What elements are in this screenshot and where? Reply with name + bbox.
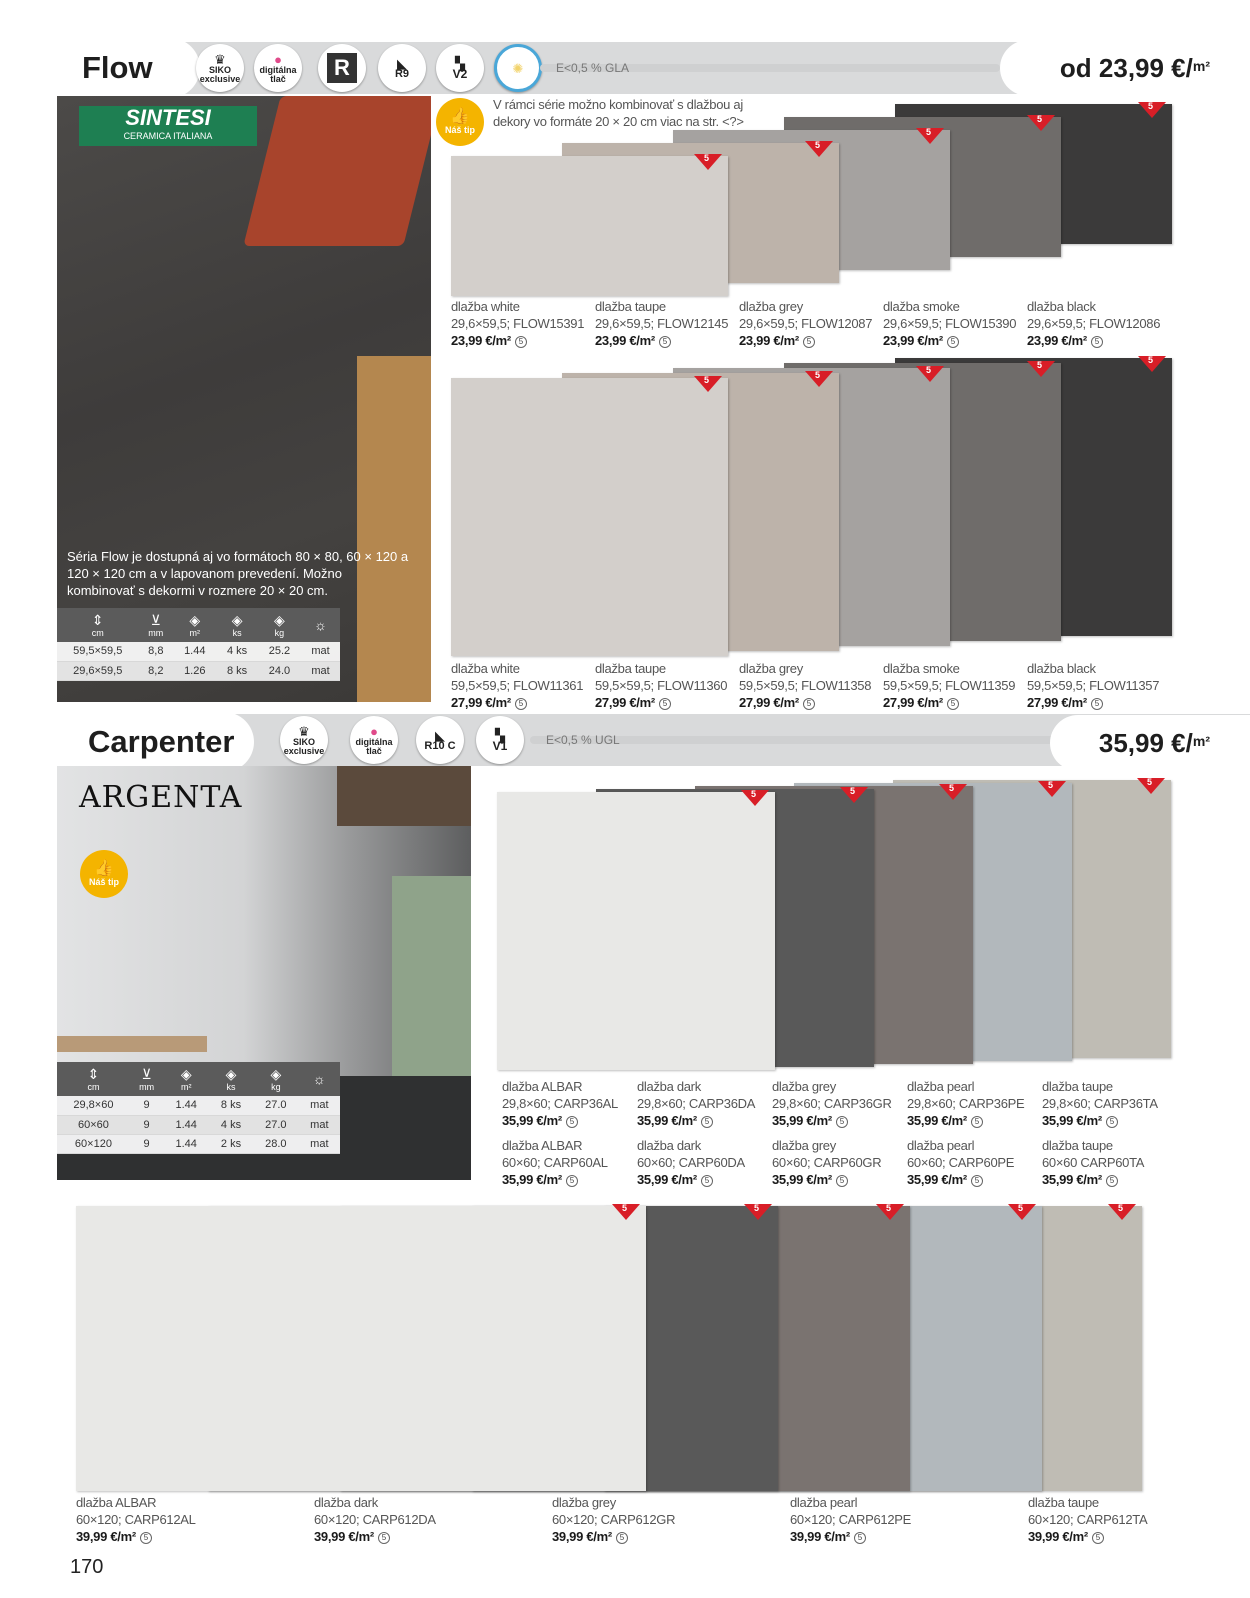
eco-fee-icon: 5 xyxy=(659,698,671,710)
eco-fee-icon: 5 xyxy=(803,336,815,348)
carpenter-emission-label: E<0,5 % UGL xyxy=(546,733,620,747)
table-cell: 59,5×59,5 xyxy=(57,642,138,661)
product-label xyxy=(883,298,1021,349)
price-value: 35,99 €/m² xyxy=(772,1172,832,1187)
discount-icon xyxy=(939,784,967,800)
product-price xyxy=(772,1112,901,1129)
table-row xyxy=(57,1134,340,1153)
bench-shape xyxy=(57,1036,207,1052)
light-icon: ☼ xyxy=(312,1071,326,1087)
discount-icon xyxy=(916,366,944,382)
flow-emission-label: E<0,5 % GLA xyxy=(556,61,630,75)
discount-icon xyxy=(612,1204,640,1220)
product-code: 29,8×60; CARP36AL xyxy=(502,1096,618,1111)
table-cell: mat xyxy=(301,642,340,661)
product-name: dlažba taupe xyxy=(1028,1495,1099,1510)
discount-icon xyxy=(1137,778,1165,794)
eco-fee-icon: 5 xyxy=(616,1532,628,1544)
pieces-header: ◈ ks xyxy=(216,608,257,642)
price-value: 35,99 €/m² xyxy=(637,1113,697,1128)
price-value: 23,99 €/m² xyxy=(883,333,943,348)
flow-price: od 23,99 €/ $^{m^2}$ xyxy=(1000,40,1250,96)
price-value: 23,99 €/m² xyxy=(1027,333,1087,348)
flow-spec-table xyxy=(57,608,340,681)
table-cell: mat xyxy=(299,1115,340,1134)
table-cell: 9 xyxy=(130,1115,163,1134)
table-cell: 9 xyxy=(130,1096,163,1115)
product-code: 29,6×59,5; FLOW12086 xyxy=(1027,316,1161,331)
argenta-logo: ARGENTA xyxy=(79,780,243,815)
product-price xyxy=(739,332,877,349)
digital-print-icon: ● digitálna tlač xyxy=(350,716,398,764)
box-icon: ◈ xyxy=(189,612,201,628)
product-name: dlažba taupe xyxy=(1042,1079,1113,1094)
product-price xyxy=(76,1528,308,1545)
discount-label: 5 xyxy=(1118,1203,1124,1213)
discount-icon xyxy=(805,371,833,387)
table-cell: 24.0 xyxy=(258,661,301,680)
product-code: 60×120; CARP612AL xyxy=(76,1512,196,1527)
box-icon: ◈ xyxy=(231,612,243,628)
eco-fee-icon: 5 xyxy=(515,698,527,710)
table-cell: 4 ks xyxy=(216,642,257,661)
product-name: dlažba black xyxy=(1027,661,1096,676)
product-price xyxy=(552,1528,784,1545)
product-name: dlažba pearl xyxy=(790,1495,858,1510)
discount-icon xyxy=(1027,361,1055,377)
product-code: 29,6×59,5; FLOW15391 xyxy=(451,316,585,331)
product-price xyxy=(451,332,589,349)
product-code: 60×60; CARP60DA xyxy=(637,1155,745,1170)
product-name: dlažba smoke xyxy=(883,299,960,314)
product-label xyxy=(907,1137,1036,1188)
product-code: 60×120; CARP612PE xyxy=(790,1512,912,1527)
thickness-header: ⊻ mm xyxy=(138,608,173,642)
thumbs-up-icon: 👍 xyxy=(94,860,114,877)
product-price xyxy=(502,1171,631,1188)
product-price xyxy=(314,1528,546,1545)
discount-icon xyxy=(1138,102,1166,118)
table-cell: 8 ks xyxy=(209,1096,253,1115)
eco-fee-icon: 5 xyxy=(1091,698,1103,710)
product-price xyxy=(790,1528,1022,1545)
eco-fee-icon: 5 xyxy=(659,336,671,348)
box-icon: ◈ xyxy=(274,612,285,628)
product-name: dlažba taupe xyxy=(1042,1138,1113,1153)
price-value: 27,99 €/m² xyxy=(739,695,799,710)
discount-icon xyxy=(694,154,722,170)
tile-swatch xyxy=(497,792,775,1070)
product-price xyxy=(907,1171,1036,1188)
discount-label: 5 xyxy=(1148,101,1154,111)
finish-header xyxy=(301,608,340,642)
price-value: 27,99 €/m² xyxy=(1027,695,1087,710)
product-label xyxy=(502,1137,631,1188)
product-price xyxy=(1042,1112,1171,1129)
product-price xyxy=(637,1171,766,1188)
discount-icon xyxy=(840,787,868,803)
carpenter-title: Carpenter xyxy=(0,712,254,772)
price-value: 39,99 €/m² xyxy=(314,1529,374,1544)
product-name: dlažba dark xyxy=(314,1495,378,1510)
product-code: 59,5×59,5; FLOW11358 xyxy=(739,678,872,693)
thickness-header: ⊻ mm xyxy=(130,1062,163,1096)
product-label xyxy=(314,1494,546,1545)
eco-fee-icon: 5 xyxy=(1091,336,1103,348)
eco-fee-icon: 5 xyxy=(566,1175,578,1187)
discount-icon xyxy=(744,1204,772,1220)
product-name: dlažba dark xyxy=(637,1138,701,1153)
carpenter-price: 35,99 €/ $^{m^2}$ xyxy=(1050,715,1250,771)
eco-fee-icon: 5 xyxy=(947,336,959,348)
product-code: 59,5×59,5; FLOW11357 xyxy=(1027,678,1160,693)
table-cell: 27.0 xyxy=(253,1115,299,1134)
discount-label: 5 xyxy=(926,365,932,375)
product-name: dlažba grey xyxy=(739,299,803,314)
eco-fee-icon: 5 xyxy=(836,1175,848,1187)
product-label xyxy=(772,1137,901,1188)
anti-slip-icon: ◣ R10 C xyxy=(416,716,464,764)
product-name: dlažba white xyxy=(451,661,520,676)
ceiling-beams xyxy=(337,766,471,826)
price-value: 35,99 €/m² xyxy=(1042,1172,1102,1187)
eco-fee-icon: 5 xyxy=(971,1116,983,1128)
product-name: dlažba ALBAR xyxy=(76,1495,157,1510)
thumbs-up-icon: 👍 xyxy=(450,108,470,125)
product-price xyxy=(1027,332,1165,349)
eco-fee-icon: 5 xyxy=(854,1532,866,1544)
product-name: dlažba grey xyxy=(552,1495,616,1510)
product-code: 29,6×59,5; FLOW12087 xyxy=(739,316,873,331)
product-label xyxy=(502,1078,631,1129)
discount-label: 5 xyxy=(704,375,710,385)
product-label xyxy=(552,1494,784,1545)
discount-icon xyxy=(916,128,944,144)
product-price xyxy=(451,694,589,711)
price-value: 35,99 €/m² xyxy=(907,1172,967,1187)
discount-label: 5 xyxy=(815,140,821,150)
product-code: 60×60; CARP60PE xyxy=(907,1155,1015,1170)
eco-fee-icon: 5 xyxy=(836,1116,848,1128)
product-label xyxy=(739,298,877,349)
pieces-header: ◈ ks xyxy=(209,1062,253,1096)
table-cell: 1.44 xyxy=(163,1134,209,1153)
product-code: 59,5×59,5; FLOW11360 xyxy=(595,678,728,693)
rectified-icon: R xyxy=(318,44,366,92)
product-name: dlažba ALBAR xyxy=(502,1079,583,1094)
product-price xyxy=(772,1171,901,1188)
flow-description: Séria Flow je dostupná aj vo formátoch 80 × 80, 60 × 120 a 120 × 120 cm a v lapovanom prevedení. Možno kombinovať s dekormi v rozmere 20 × 20 cm. xyxy=(67,549,409,598)
product-label xyxy=(883,660,1021,711)
table-cell: 27.0 xyxy=(253,1096,299,1115)
table-row xyxy=(57,661,340,680)
product-price xyxy=(907,1112,1036,1129)
product-price xyxy=(595,694,733,711)
product-name: dlažba ALBAR xyxy=(502,1138,583,1153)
product-label xyxy=(451,660,589,711)
product-code: 59,5×59,5; FLOW11361 xyxy=(451,678,584,693)
eco-fee-icon: 5 xyxy=(701,1175,713,1187)
product-label xyxy=(790,1494,1022,1545)
price-value: 39,99 €/m² xyxy=(552,1529,612,1544)
product-label xyxy=(637,1137,766,1188)
light-icon: ☼ xyxy=(314,617,327,633)
price-value: 39,99 €/m² xyxy=(76,1529,136,1544)
product-label xyxy=(595,660,733,711)
glazed-icon: ✺ xyxy=(494,44,542,92)
table-cell: mat xyxy=(301,661,340,680)
product-code: 60×60; CARP60GR xyxy=(772,1155,882,1170)
discount-label: 5 xyxy=(1147,777,1153,787)
table-cell: 8,8 xyxy=(138,642,173,661)
table-row xyxy=(57,1096,340,1115)
product-label xyxy=(451,298,589,349)
price-value: 35,99 €/m² xyxy=(1042,1113,1102,1128)
product-label xyxy=(637,1078,766,1129)
price-value: 35,99 €/m² xyxy=(772,1113,832,1128)
discount-icon xyxy=(741,790,769,806)
table-cell: 8 ks xyxy=(216,661,257,680)
table-cell: 8,2 xyxy=(138,661,173,680)
price-value: 27,99 €/m² xyxy=(595,695,655,710)
chair-shape xyxy=(243,96,431,246)
finish-header xyxy=(299,1062,340,1096)
product-code: 29,6×59,5; FLOW15390 xyxy=(883,316,1017,331)
product-price xyxy=(637,1112,766,1129)
discount-label: 5 xyxy=(926,127,932,137)
product-label xyxy=(772,1078,901,1129)
product-name: dlažba dark xyxy=(637,1079,701,1094)
price-value: 35,99 €/m² xyxy=(907,1113,967,1128)
discount-label: 5 xyxy=(949,783,955,793)
table-cell: mat xyxy=(299,1134,340,1153)
eco-fee-icon: 5 xyxy=(947,698,959,710)
weight-header: ◈ kg xyxy=(258,608,301,642)
tile-swatch xyxy=(451,156,728,296)
product-name: dlažba white xyxy=(451,299,520,314)
product-label xyxy=(1042,1078,1171,1129)
discount-label: 5 xyxy=(850,786,856,796)
discount-label: 5 xyxy=(1018,1203,1024,1213)
tile-swatch xyxy=(76,1206,646,1491)
size-icon: ⇕ xyxy=(87,1066,100,1082)
discount-icon xyxy=(876,1204,904,1220)
discount-label: 5 xyxy=(622,1203,628,1213)
table-cell: 25.2 xyxy=(258,642,301,661)
box-icon: ◈ xyxy=(270,1066,282,1082)
product-code: 60×120; CARP612GR xyxy=(552,1512,676,1527)
tile-swatch xyxy=(451,378,728,656)
price-value: 35,99 €/m² xyxy=(502,1113,562,1128)
product-code: 29,8×60; CARP36PE xyxy=(907,1096,1025,1111)
product-code: 29,8×60; CARP36TA xyxy=(1042,1096,1158,1111)
eco-fee-icon: 5 xyxy=(140,1532,152,1544)
product-code: 60×120; CARP612DA xyxy=(314,1512,436,1527)
eco-fee-icon: 5 xyxy=(1106,1175,1118,1187)
table-cell: 4 ks xyxy=(209,1115,253,1134)
table-cell: 1.26 xyxy=(173,661,216,680)
table-row xyxy=(57,1115,340,1134)
window-view xyxy=(392,876,471,1076)
eco-fee-icon: 5 xyxy=(378,1532,390,1544)
variation-icon: ▚ V2 xyxy=(436,44,484,92)
siko-exclusive-icon: ♛ SIKO exclusive xyxy=(280,716,328,764)
size-header: ⇕ cm xyxy=(57,1062,130,1096)
product-name: dlažba pearl xyxy=(907,1079,975,1094)
discount-label: 5 xyxy=(751,789,757,799)
discount-label: 5 xyxy=(704,153,710,163)
product-price xyxy=(1028,1528,1250,1545)
product-price xyxy=(1027,694,1165,711)
product-name: dlažba grey xyxy=(739,661,803,676)
table-cell: 60×120 xyxy=(57,1134,130,1153)
product-name: dlažba pearl xyxy=(907,1138,975,1153)
product-price xyxy=(502,1112,631,1129)
discount-label: 5 xyxy=(815,370,821,380)
product-code: 29,8×60; CARP36GR xyxy=(772,1096,892,1111)
product-name: dlažba taupe xyxy=(595,299,666,314)
digital-print-icon: ● digitálna tlač xyxy=(254,44,302,92)
page-number: 170 xyxy=(70,1556,104,1578)
discount-icon xyxy=(1138,356,1166,372)
area-header: ◈ m² xyxy=(163,1062,209,1096)
table-cell: 9 xyxy=(130,1134,163,1153)
discount-label: 5 xyxy=(754,1203,760,1213)
flow-tip-badge: 👍 Náš tip xyxy=(436,98,484,146)
discount-icon xyxy=(1008,1204,1036,1220)
discount-icon xyxy=(694,376,722,392)
discount-label: 5 xyxy=(1148,355,1154,365)
table-row xyxy=(57,642,340,661)
discount-label: 5 xyxy=(1037,360,1043,370)
flow-combine-note: V rámci série možno kombinovať s dlažbou aj dekory vo formáte 20 × 20 cm viac na str. <?> xyxy=(493,97,744,129)
price-value: 39,99 €/m² xyxy=(1028,1529,1088,1544)
product-name: dlažba black xyxy=(1027,299,1096,314)
carpenter-spec-table xyxy=(57,1062,340,1154)
weight-header: ◈ kg xyxy=(253,1062,299,1096)
thickness-icon: ⊻ xyxy=(150,612,161,628)
thickness-icon: ⊻ xyxy=(141,1066,152,1082)
product-label xyxy=(1027,298,1165,349)
anti-slip-icon: ◣ R9 xyxy=(378,44,426,92)
product-price xyxy=(883,694,1021,711)
price-value: 23,99 €/m² xyxy=(595,333,655,348)
discount-label: 5 xyxy=(1048,780,1054,790)
eco-fee-icon: 5 xyxy=(515,336,527,348)
product-code: 29,6×59,5; FLOW12145 xyxy=(595,316,729,331)
sintesi-logo: SINTESI CERAMICA ITALIANA xyxy=(79,106,257,146)
price-value: 35,99 €/m² xyxy=(637,1172,697,1187)
price-value: 35,99 €/m² xyxy=(502,1172,562,1187)
price-value: 23,99 €/m² xyxy=(451,333,511,348)
discount-icon xyxy=(1038,781,1066,797)
product-code: 60×120; CARP612TA xyxy=(1028,1512,1148,1527)
table-cell: 1.44 xyxy=(163,1115,209,1134)
discount-icon xyxy=(805,141,833,157)
product-label xyxy=(595,298,733,349)
product-code: 60×60; CARP60AL xyxy=(502,1155,608,1170)
eco-fee-icon: 5 xyxy=(1106,1116,1118,1128)
product-label xyxy=(739,660,877,711)
product-label xyxy=(1027,660,1165,711)
flow-title: Flow xyxy=(0,38,200,98)
variation-icon: ▚ V1 xyxy=(476,716,524,764)
product-label xyxy=(1042,1137,1171,1188)
product-price xyxy=(739,694,877,711)
size-header: ⇕ cm xyxy=(57,608,138,642)
product-name: dlažba taupe xyxy=(595,661,666,676)
eco-fee-icon: 5 xyxy=(971,1175,983,1187)
siko-exclusive-icon: ♛ SIKO exclusive xyxy=(196,44,244,92)
eco-fee-icon: 5 xyxy=(1092,1532,1104,1544)
table-cell: 28.0 xyxy=(253,1134,299,1153)
table-cell: 29,6×59,5 xyxy=(57,661,138,680)
product-name: dlažba grey xyxy=(772,1079,836,1094)
box-icon: ◈ xyxy=(225,1066,237,1082)
product-code: 59,5×59,5; FLOW11359 xyxy=(883,678,1016,693)
discount-icon xyxy=(1108,1204,1136,1220)
product-label xyxy=(76,1494,308,1545)
product-price xyxy=(883,332,1021,349)
product-price xyxy=(595,332,733,349)
carpenter-tip-badge: 👍 Náš tip xyxy=(80,850,128,898)
table-cell: mat xyxy=(299,1096,340,1115)
price-value: 27,99 €/m² xyxy=(451,695,511,710)
table-cell: 1.44 xyxy=(163,1096,209,1115)
product-name: dlažba grey xyxy=(772,1138,836,1153)
size-icon: ⇕ xyxy=(91,612,104,628)
discount-icon xyxy=(1027,115,1055,131)
product-name: dlažba smoke xyxy=(883,661,960,676)
table-cell: 2 ks xyxy=(209,1134,253,1153)
discount-label: 5 xyxy=(1037,114,1043,124)
area-header: ◈ m² xyxy=(173,608,216,642)
table-cell: 1.44 xyxy=(173,642,216,661)
table-cell: 29,8×60 xyxy=(57,1096,130,1115)
eco-fee-icon: 5 xyxy=(566,1116,578,1128)
price-value: 39,99 €/m² xyxy=(790,1529,850,1544)
product-label xyxy=(1028,1494,1250,1545)
price-value: 23,99 €/m² xyxy=(739,333,799,348)
discount-label: 5 xyxy=(886,1203,892,1213)
product-price xyxy=(1042,1171,1171,1188)
eco-fee-icon: 5 xyxy=(803,698,815,710)
product-code: 60×60 CARP60TA xyxy=(1042,1155,1145,1170)
product-label xyxy=(907,1078,1036,1129)
eco-fee-icon: 5 xyxy=(701,1116,713,1128)
table-cell: 60×60 xyxy=(57,1115,130,1134)
box-icon: ◈ xyxy=(180,1066,192,1082)
product-code: 29,8×60; CARP36DA xyxy=(637,1096,756,1111)
price-value: 27,99 €/m² xyxy=(883,695,943,710)
wood-table-shape xyxy=(357,356,431,702)
